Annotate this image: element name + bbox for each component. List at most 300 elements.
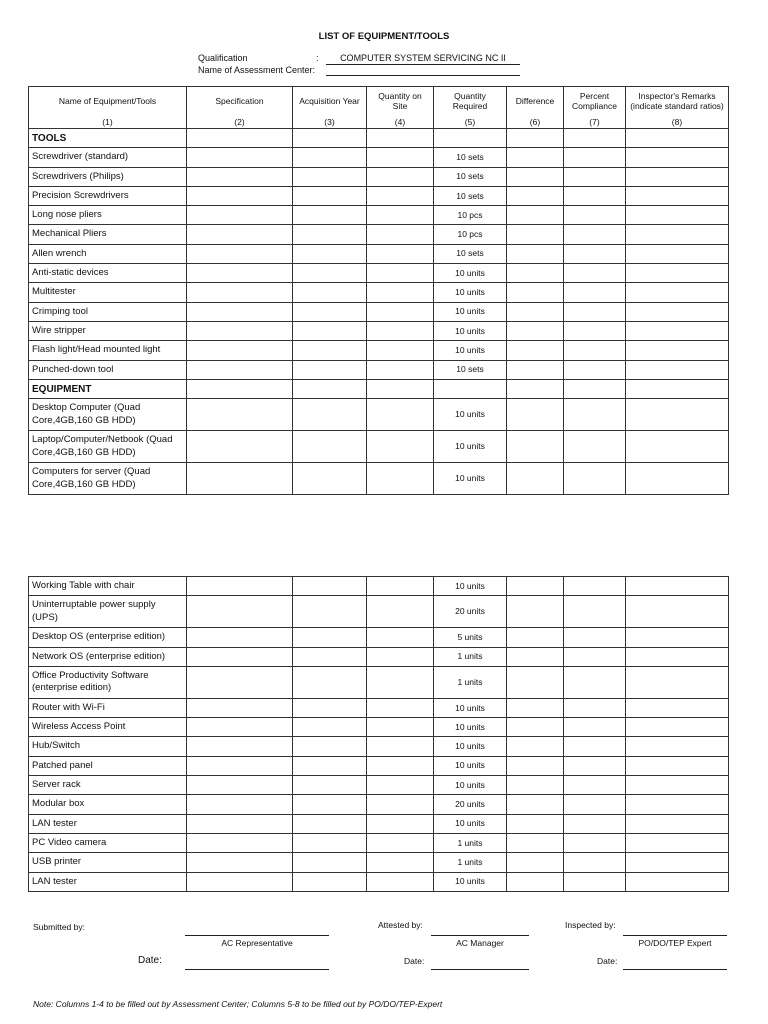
blank-cell[interactable]	[367, 431, 434, 463]
quantity-required: 10 sets	[434, 244, 507, 263]
blank-cell[interactable]	[367, 814, 434, 833]
blank-cell[interactable]	[293, 399, 367, 431]
blank-cell[interactable]	[293, 264, 367, 283]
blank-cell[interactable]	[507, 264, 564, 283]
blank-cell[interactable]	[507, 737, 564, 756]
blank-cell[interactable]	[293, 129, 367, 148]
blank-cell[interactable]	[367, 186, 434, 205]
blank-cell[interactable]	[626, 206, 729, 225]
blank-cell[interactable]	[507, 167, 564, 186]
blank-cell[interactable]	[293, 379, 367, 398]
blank-cell[interactable]	[367, 776, 434, 795]
blank-cell[interactable]	[507, 596, 564, 628]
submitted-date-label: Date:	[138, 955, 162, 966]
quantity-required: 1 units	[434, 647, 507, 666]
item-name: Desktop OS (enterprise edition)	[29, 628, 187, 647]
blank-cell[interactable]	[507, 129, 564, 148]
table-row	[29, 647, 729, 666]
blank-cell[interactable]	[626, 628, 729, 647]
table-row	[29, 596, 729, 628]
inspected-date-line[interactable]	[623, 969, 727, 970]
blank-cell[interactable]	[367, 737, 434, 756]
item-name: Computers for server (Quad Core,4GB,160 GB HDD)	[29, 463, 187, 495]
blank-cell[interactable]	[626, 283, 729, 302]
blank-cell[interactable]	[293, 698, 367, 717]
blank-cell[interactable]	[507, 833, 564, 852]
blank-cell[interactable]	[293, 360, 367, 379]
blank-cell[interactable]	[187, 872, 293, 891]
table-row	[29, 853, 729, 872]
column-header-label: Difference	[515, 95, 555, 106]
blank-cell[interactable]	[564, 698, 626, 717]
blank-cell[interactable]	[626, 264, 729, 283]
blank-cell[interactable]	[187, 341, 293, 360]
blank-cell[interactable]	[507, 853, 564, 872]
blank-cell[interactable]	[187, 776, 293, 795]
blank-cell[interactable]	[367, 341, 434, 360]
blank-cell[interactable]	[293, 577, 367, 596]
blank-cell[interactable]	[367, 360, 434, 379]
blank-cell[interactable]	[626, 167, 729, 186]
blank-cell[interactable]	[507, 463, 564, 495]
blank-cell[interactable]	[507, 814, 564, 833]
inspected-date-label: Date:	[597, 956, 618, 966]
blank-cell[interactable]	[626, 225, 729, 244]
blank-cell[interactable]	[187, 737, 293, 756]
blank-cell[interactable]	[367, 321, 434, 340]
column-header	[626, 87, 729, 129]
column-header-number: (2)	[234, 117, 245, 128]
quantity-required: 10 units	[434, 283, 507, 302]
blank-cell[interactable]	[626, 399, 729, 431]
quantity-required: 1 units	[434, 853, 507, 872]
blank-cell[interactable]	[187, 206, 293, 225]
blank-cell[interactable]	[564, 833, 626, 852]
blank-cell[interactable]	[626, 698, 729, 717]
blank-cell[interactable]	[564, 737, 626, 756]
assessment-center-label: Name of Assessment Center:	[198, 65, 316, 75]
blank-cell[interactable]	[507, 698, 564, 717]
blank-cell[interactable]	[367, 833, 434, 852]
section-row	[29, 129, 729, 148]
blank-cell[interactable]	[293, 853, 367, 872]
blank-cell[interactable]	[626, 129, 729, 148]
qualification-colon: :	[316, 53, 319, 63]
blank-cell[interactable]	[564, 186, 626, 205]
blank-cell[interactable]	[564, 577, 626, 596]
quantity-required: 10 sets	[434, 148, 507, 167]
blank-cell[interactable]	[507, 321, 564, 340]
table-row	[29, 756, 729, 775]
blank-cell[interactable]	[293, 596, 367, 628]
blank-cell[interactable]	[507, 244, 564, 263]
blank-cell[interactable]	[367, 148, 434, 167]
blank-cell[interactable]	[626, 737, 729, 756]
blank-cell[interactable]	[367, 463, 434, 495]
blank-cell[interactable]	[367, 167, 434, 186]
column-header-label: Name of Equipment/Tools	[58, 95, 157, 106]
blank-cell[interactable]	[564, 206, 626, 225]
blank-cell[interactable]	[187, 698, 293, 717]
blank-cell[interactable]	[293, 833, 367, 852]
inspected-by-label: Inspected by:	[565, 920, 616, 930]
blank-cell[interactable]	[367, 283, 434, 302]
blank-cell[interactable]	[626, 795, 729, 814]
blank-cell[interactable]	[293, 737, 367, 756]
blank-cell[interactable]	[293, 244, 367, 263]
blank-cell[interactable]	[187, 647, 293, 666]
blank-cell[interactable]	[367, 264, 434, 283]
attested-by-signature-line[interactable]	[431, 935, 529, 936]
page-title: LIST OF EQUIPMENT/TOOLS	[318, 31, 450, 42]
blank-cell[interactable]	[293, 283, 367, 302]
blank-cell[interactable]	[507, 302, 564, 321]
blank-cell[interactable]	[367, 244, 434, 263]
column-header-label: Specification	[215, 95, 264, 106]
blank-cell[interactable]	[564, 225, 626, 244]
blank-cell[interactable]	[626, 833, 729, 852]
blank-cell[interactable]	[187, 431, 293, 463]
blank-cell[interactable]	[626, 756, 729, 775]
item-name: Multitester	[29, 283, 187, 302]
blank-cell[interactable]	[367, 206, 434, 225]
blank-cell[interactable]	[507, 756, 564, 775]
table-row	[29, 698, 729, 717]
blank-cell[interactable]	[564, 628, 626, 647]
blank-cell[interactable]	[293, 814, 367, 833]
blank-cell[interactable]	[187, 577, 293, 596]
item-name: Wire stripper	[29, 321, 187, 340]
blank-cell[interactable]	[626, 647, 729, 666]
item-name: Screwdrivers (Philips)	[29, 167, 187, 186]
blank-cell[interactable]	[626, 577, 729, 596]
blank-cell[interactable]	[434, 379, 507, 398]
blank-cell[interactable]	[626, 718, 729, 737]
item-name: Office Productivity Software (enterprise edition)	[29, 666, 187, 698]
blank-cell[interactable]	[367, 302, 434, 321]
blank-cell[interactable]	[507, 628, 564, 647]
blank-cell[interactable]	[187, 225, 293, 244]
table-row	[29, 718, 729, 737]
blank-cell[interactable]	[293, 463, 367, 495]
quantity-required: 10 units	[434, 698, 507, 717]
blank-cell[interactable]	[564, 379, 626, 398]
blank-cell[interactable]	[293, 341, 367, 360]
blank-cell[interactable]	[626, 596, 729, 628]
column-header	[29, 87, 187, 129]
blank-cell[interactable]	[293, 872, 367, 891]
section-heading: TOOLS	[29, 129, 187, 148]
blank-cell[interactable]	[367, 379, 434, 398]
blank-cell[interactable]	[507, 206, 564, 225]
item-name: Laptop/Computer/Netbook (Quad Core,4GB,160 GB HDD)	[29, 431, 187, 463]
footnote: Note: Columns 1-4 to be filled out by Assessment Center; Columns 5-8 to be filled out by PO/DO/TEP-Expert	[33, 999, 443, 1009]
blank-cell[interactable]	[187, 302, 293, 321]
blank-cell[interactable]	[564, 814, 626, 833]
table-row	[29, 399, 729, 431]
blank-cell[interactable]	[564, 431, 626, 463]
blank-cell[interactable]	[187, 596, 293, 628]
equipment-table-2	[28, 576, 729, 892]
column-header	[434, 87, 507, 129]
blank-cell[interactable]	[293, 321, 367, 340]
blank-cell[interactable]	[507, 341, 564, 360]
blank-cell[interactable]	[564, 756, 626, 775]
blank-cell[interactable]	[187, 148, 293, 167]
blank-cell[interactable]	[564, 244, 626, 263]
blank-cell[interactable]	[293, 225, 367, 244]
blank-cell[interactable]	[293, 148, 367, 167]
column-header	[187, 87, 293, 129]
table-row	[29, 833, 729, 852]
table-row	[29, 814, 729, 833]
blank-cell[interactable]	[507, 360, 564, 379]
quantity-required: 1 units	[434, 833, 507, 852]
blank-cell[interactable]	[564, 360, 626, 379]
item-name: Router with Wi-Fi	[29, 698, 187, 717]
blank-cell[interactable]	[626, 302, 729, 321]
attested-date-label: Date:	[404, 956, 425, 966]
blank-cell[interactable]	[293, 666, 367, 698]
section-row	[29, 379, 729, 398]
blank-cell[interactable]	[564, 321, 626, 340]
qualification-value: COMPUTER SYSTEM SERVICING NC II	[326, 53, 520, 65]
item-name: LAN tester	[29, 814, 187, 833]
column-header-number: (6)	[529, 117, 541, 128]
blank-cell[interactable]	[367, 853, 434, 872]
quantity-required: 20 units	[434, 596, 507, 628]
quantity-required: 10 sets	[434, 186, 507, 205]
blank-cell[interactable]	[293, 206, 367, 225]
blank-cell[interactable]	[564, 341, 626, 360]
submitted-date-line[interactable]	[185, 969, 329, 970]
blank-cell[interactable]	[626, 853, 729, 872]
blank-cell[interactable]	[564, 148, 626, 167]
qualification-label: Qualification	[198, 53, 248, 63]
table-row	[29, 360, 729, 379]
blank-cell[interactable]	[564, 399, 626, 431]
item-name: Wireless Access Point	[29, 718, 187, 737]
blank-cell[interactable]	[187, 795, 293, 814]
blank-cell[interactable]	[626, 463, 729, 495]
blank-cell[interactable]	[564, 463, 626, 495]
item-name: PC Video camera	[29, 833, 187, 852]
blank-cell[interactable]	[564, 302, 626, 321]
quantity-required: 10 units	[434, 264, 507, 283]
table-row	[29, 577, 729, 596]
blank-cell[interactable]	[507, 148, 564, 167]
item-name: Crimping tool	[29, 302, 187, 321]
blank-cell[interactable]	[187, 756, 293, 775]
blank-cell[interactable]	[626, 186, 729, 205]
blank-cell[interactable]	[293, 167, 367, 186]
blank-cell[interactable]	[626, 148, 729, 167]
attested-by-label: Attested by:	[378, 920, 423, 930]
blank-cell[interactable]	[507, 795, 564, 814]
blank-cell[interactable]	[626, 244, 729, 263]
column-header-label: Percent Compliance	[572, 90, 617, 111]
blank-cell[interactable]	[293, 628, 367, 647]
quantity-required: 5 units	[434, 628, 507, 647]
blank-cell[interactable]	[507, 647, 564, 666]
blank-cell[interactable]	[293, 718, 367, 737]
quantity-required: 10 units	[434, 321, 507, 340]
table-row	[29, 776, 729, 795]
blank-cell[interactable]	[507, 283, 564, 302]
quantity-required: 1 units	[434, 666, 507, 698]
item-name: Network OS (enterprise edition)	[29, 647, 187, 666]
item-name: Long nose pliers	[29, 206, 187, 225]
blank-cell[interactable]	[187, 360, 293, 379]
table-row	[29, 283, 729, 302]
blank-cell[interactable]	[367, 596, 434, 628]
blank-cell[interactable]	[293, 795, 367, 814]
section-heading: EQUIPMENT	[29, 379, 187, 398]
blank-cell[interactable]	[187, 814, 293, 833]
blank-cell[interactable]	[564, 666, 626, 698]
blank-cell[interactable]	[187, 264, 293, 283]
blank-cell[interactable]	[564, 718, 626, 737]
blank-cell[interactable]	[564, 283, 626, 302]
blank-cell[interactable]	[293, 431, 367, 463]
item-name: LAN tester	[29, 872, 187, 891]
column-header	[564, 87, 626, 129]
blank-cell[interactable]	[187, 186, 293, 205]
blank-cell[interactable]	[564, 264, 626, 283]
blank-cell[interactable]	[507, 399, 564, 431]
blank-cell[interactable]	[434, 129, 507, 148]
item-name: Server rack	[29, 776, 187, 795]
blank-cell[interactable]	[187, 628, 293, 647]
blank-cell[interactable]	[187, 244, 293, 263]
blank-cell[interactable]	[367, 399, 434, 431]
quantity-required: 10 units	[434, 463, 507, 495]
blank-cell[interactable]	[187, 833, 293, 852]
blank-cell[interactable]	[564, 776, 626, 795]
column-header	[293, 87, 367, 129]
submitted-by-signature-line[interactable]	[185, 935, 329, 936]
item-name: Mechanical Pliers	[29, 225, 187, 244]
quantity-required: 10 units	[434, 718, 507, 737]
blank-cell[interactable]	[367, 225, 434, 244]
item-name: Precision Screwdrivers	[29, 186, 187, 205]
blank-cell[interactable]	[564, 647, 626, 666]
table-row	[29, 795, 729, 814]
table-row	[29, 302, 729, 321]
blank-cell[interactable]	[564, 129, 626, 148]
blank-cell[interactable]	[187, 666, 293, 698]
blank-cell[interactable]	[367, 666, 434, 698]
blank-cell[interactable]	[507, 718, 564, 737]
blank-cell[interactable]	[367, 698, 434, 717]
table-row	[29, 872, 729, 891]
blank-cell[interactable]	[564, 795, 626, 814]
quantity-required: 10 sets	[434, 167, 507, 186]
blank-cell[interactable]	[187, 463, 293, 495]
blank-cell[interactable]	[187, 853, 293, 872]
blank-cell[interactable]	[367, 718, 434, 737]
blank-cell[interactable]	[626, 341, 729, 360]
blank-cell[interactable]	[367, 872, 434, 891]
blank-cell[interactable]	[293, 756, 367, 775]
blank-cell[interactable]	[626, 872, 729, 891]
inspected-by-signature-line[interactable]	[623, 935, 727, 936]
blank-cell[interactable]	[507, 872, 564, 891]
blank-cell[interactable]	[293, 302, 367, 321]
blank-cell[interactable]	[626, 776, 729, 795]
inspected-by-role: PO/DO/TEP Expert	[638, 938, 712, 948]
blank-cell[interactable]	[367, 795, 434, 814]
quantity-required: 10 pcs	[434, 206, 507, 225]
blank-cell[interactable]	[507, 776, 564, 795]
table-row	[29, 264, 729, 283]
quantity-required: 10 units	[434, 399, 507, 431]
blank-cell[interactable]	[507, 666, 564, 698]
blank-cell[interactable]	[507, 577, 564, 596]
blank-cell[interactable]	[187, 283, 293, 302]
blank-cell[interactable]	[367, 129, 434, 148]
blank-cell[interactable]	[626, 321, 729, 340]
column-header-label: Acquisition Year	[299, 95, 360, 106]
column-header-number: (7)	[589, 117, 600, 128]
column-header-label: Inspector's Remarks (indicate standard ratios)	[630, 90, 724, 111]
item-name: Punched-down tool	[29, 360, 187, 379]
equipment-table-1	[28, 86, 729, 495]
quantity-required: 10 units	[434, 776, 507, 795]
blank-cell[interactable]	[507, 431, 564, 463]
attested-date-line[interactable]	[431, 969, 529, 970]
table-row	[29, 463, 729, 495]
blank-cell[interactable]	[507, 186, 564, 205]
submitted-by-role: AC Representative	[221, 938, 293, 948]
blank-cell[interactable]	[564, 853, 626, 872]
blank-cell[interactable]	[507, 225, 564, 244]
quantity-required: 10 units	[434, 756, 507, 775]
blank-cell[interactable]	[626, 666, 729, 698]
blank-cell[interactable]	[187, 399, 293, 431]
column-header	[507, 87, 564, 129]
blank-cell[interactable]	[626, 431, 729, 463]
blank-cell[interactable]	[626, 379, 729, 398]
column-header-number: (3)	[324, 117, 335, 128]
blank-cell[interactable]	[293, 186, 367, 205]
blank-cell[interactable]	[626, 360, 729, 379]
assessment-center-field[interactable]	[326, 75, 520, 76]
quantity-required: 10 units	[434, 341, 507, 360]
blank-cell[interactable]	[367, 647, 434, 666]
blank-cell[interactable]	[293, 776, 367, 795]
blank-cell[interactable]	[564, 167, 626, 186]
blank-cell[interactable]	[507, 379, 564, 398]
blank-cell[interactable]	[187, 718, 293, 737]
blank-cell[interactable]	[564, 596, 626, 628]
item-name: Screwdriver (standard)	[29, 148, 187, 167]
blank-cell[interactable]	[564, 872, 626, 891]
blank-cell[interactable]	[187, 167, 293, 186]
blank-cell[interactable]	[367, 577, 434, 596]
blank-cell[interactable]	[187, 321, 293, 340]
blank-cell[interactable]	[367, 628, 434, 647]
table-row	[29, 225, 729, 244]
quantity-required: 10 units	[434, 814, 507, 833]
blank-cell[interactable]	[187, 129, 293, 148]
table-row	[29, 737, 729, 756]
blank-cell[interactable]	[626, 814, 729, 833]
blank-cell[interactable]	[367, 756, 434, 775]
column-header-label: Quantity Required	[452, 90, 488, 111]
blank-cell[interactable]	[293, 647, 367, 666]
blank-cell[interactable]	[187, 379, 293, 398]
